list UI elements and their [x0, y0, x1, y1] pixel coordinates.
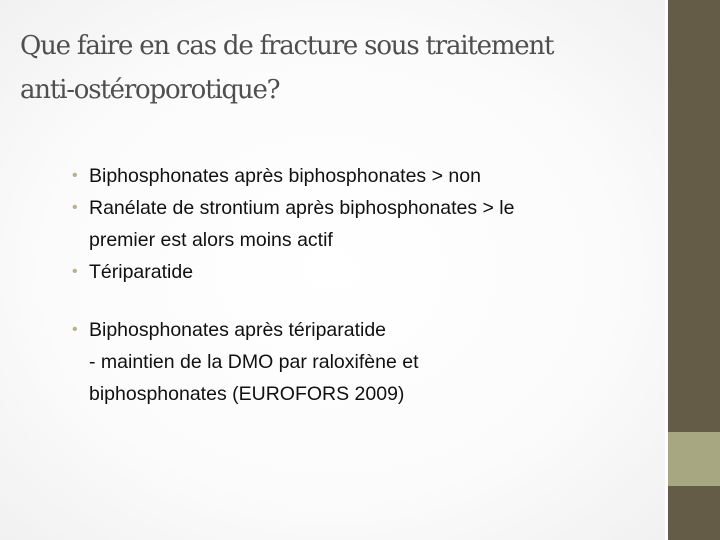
bullet-text-continuation: biphosphonates (EUROFORS 2009) [89, 383, 405, 405]
bullet-item [72, 192, 642, 256]
bullet-item [72, 256, 642, 288]
bullet-text: • Ranélate de strontium après biphosphonates > le [89, 197, 515, 219]
bullet-text-continuation: - maintien de la DMO par raloxifène et [89, 351, 419, 373]
slide-title-line-1: Que faire en cas de fracture sous traitement [20, 31, 554, 61]
slide-title [20, 24, 660, 112]
bullet-item [72, 160, 642, 192]
slide-title-line-2: anti-ostéroporotique? [20, 75, 280, 105]
bullet-text: • Biphosphonates après tériparatide [89, 319, 387, 341]
bullet-text: • Tériparatide [89, 261, 194, 283]
side-accent-block [668, 432, 720, 486]
bullet-text: • Biphosphonates après biphosphonates > non [89, 165, 481, 187]
bullet-item [72, 314, 642, 410]
bullet-list [72, 160, 642, 410]
bullet-text-continuation: premier est alors moins actif [89, 229, 333, 251]
